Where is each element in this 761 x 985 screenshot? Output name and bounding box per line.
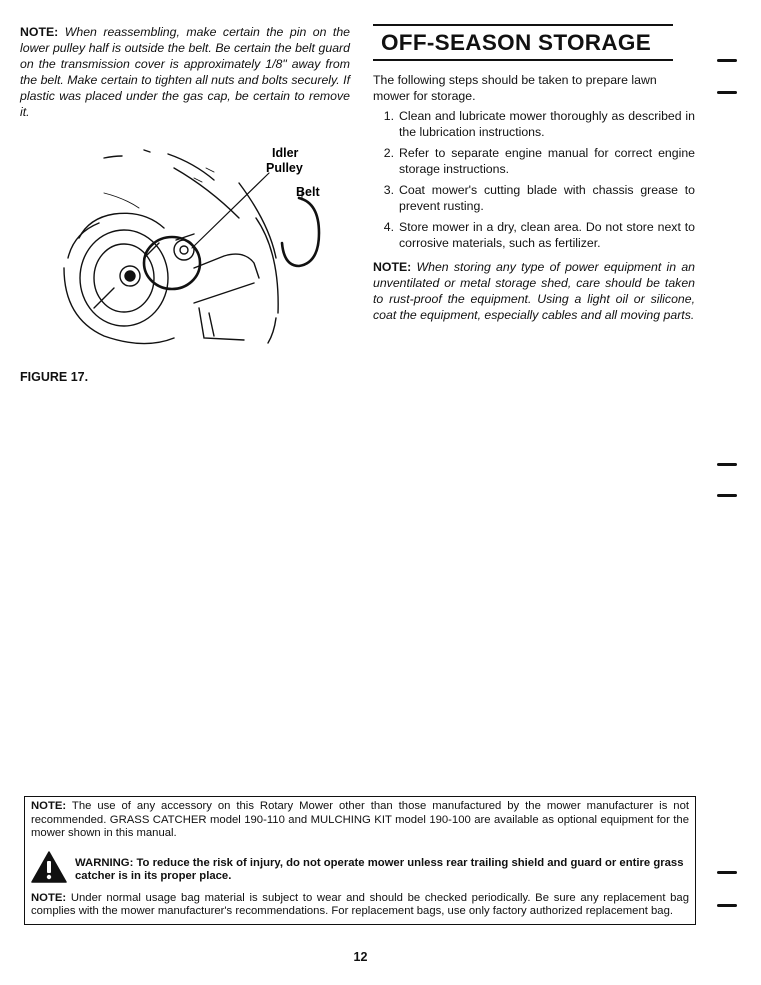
warning-row xyxy=(31,851,689,884)
margin-mark xyxy=(717,494,737,497)
step-text: Coat mower's cutting blade with chassis grease to prevent rusting. xyxy=(399,183,695,213)
warning-text: WARNING: To reduce the risk of injury, do not operate mower unless rear trailing shield and guard or entire grass catcher is in its proper place. xyxy=(75,856,684,882)
warning-triangle-icon xyxy=(31,851,67,883)
note-label: NOTE: xyxy=(20,25,59,39)
page-number: 12 xyxy=(353,950,368,964)
accessory-warning-box xyxy=(24,796,696,925)
left-column xyxy=(20,24,350,120)
step-number: 3. xyxy=(383,183,394,197)
note-label: NOTE: xyxy=(31,800,67,812)
step-number: 1. xyxy=(383,109,394,123)
step-number: 2. xyxy=(383,146,394,160)
step-text: Store mower in a dry, clean area. Do not store next to corrosive materials, such as fertilizer. xyxy=(399,220,695,250)
note-label: NOTE: xyxy=(373,260,412,274)
right-column xyxy=(373,24,695,323)
note-text: When storing any type of power equipment in an unventilated or metal storage shed, care should be taken to rust-proof the equipment. Using a light oil or silicone, coat the equipment, especially cables and all moving parts. xyxy=(373,260,695,322)
idler-label-line2: Pulley xyxy=(266,161,303,175)
belt-label: Belt xyxy=(296,185,320,199)
note-text: Under normal usage bag material is subject to wear and should be checked periodically. Be sure any replacement bag complies with the mower manufacturer's recommendations. For replacement bags, use only factory authorized replacement bag. xyxy=(31,891,689,917)
margin-mark xyxy=(717,904,737,907)
storage-steps xyxy=(373,108,695,251)
step-text: Refer to separate engine manual for correct engine storage instructions. xyxy=(399,146,695,176)
list-item xyxy=(373,108,695,140)
section-heading-box xyxy=(373,24,673,61)
bag-note xyxy=(31,892,689,919)
accessory-note xyxy=(31,800,689,841)
storage-intro: The following steps should be taken to prepare lawn mower for storage. xyxy=(373,73,657,103)
idler-label-line1: Idler xyxy=(272,146,299,160)
margin-mark xyxy=(717,59,737,62)
figure-caption: FIGURE 17. xyxy=(20,370,89,384)
step-number: 4. xyxy=(383,220,394,234)
storage-note xyxy=(373,259,695,323)
note-text: When reassembling, make certain the pin on the lower pulley half is outside the belt. Be certain the belt guard on the transmission cover is approximately 1/8" away from the belt. Make certain to tighten all nuts and bolts securely. If plastic was placed under the gas cap, be certain to remove it. xyxy=(20,25,351,119)
reassembly-note xyxy=(20,24,350,120)
note-text: The use of any accessory on this Rotary Mower other than those manufactured by the mower manufacturer is not recommended. GRASS CATCHER model 190-110 and MULCHING KIT model 190-100 are available as optional equipment for the mower shown in this manual. xyxy=(31,800,689,839)
note-label: NOTE: xyxy=(31,891,67,904)
list-item xyxy=(373,219,695,251)
figure-17-illustration xyxy=(44,138,344,353)
list-item xyxy=(373,145,695,177)
margin-mark xyxy=(717,871,737,874)
pulley-belt-drawing xyxy=(44,138,344,353)
section-heading: OFF-SEASON STORAGE xyxy=(381,30,652,55)
list-item xyxy=(373,182,695,214)
margin-mark xyxy=(717,463,737,466)
margin-mark xyxy=(717,91,737,94)
step-text: Clean and lubricate mower thoroughly as described in the lubrication instructions. xyxy=(399,109,695,139)
